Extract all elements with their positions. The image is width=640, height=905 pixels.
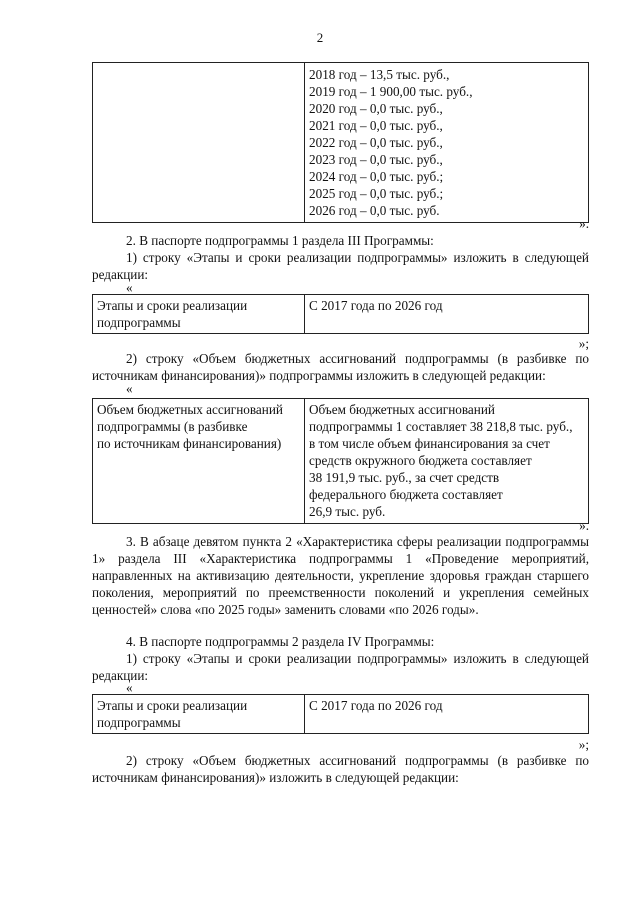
year-line: 2020 год – 0,0 тыс. руб.,: [309, 101, 443, 116]
stages-value-cell: С 2017 года по 2026 год: [305, 295, 589, 334]
budget-value-line: подпрограммы 1 составляет 38 218,8 тыс. руб.,: [309, 419, 573, 434]
close-quote-4: »;: [578, 737, 589, 752]
stages-label-cell: Этапы и сроки реализации подпрограммы: [93, 295, 305, 334]
funding-years-table: [92, 62, 589, 223]
stages-label-cell-2: Этапы и сроки реализации подпрограммы: [93, 695, 305, 734]
item4-heading: 4. В паспорте подпрограммы 2 раздела IV Программы:: [126, 634, 435, 649]
item3-paragraph: 3. В абзаце девятом пункта 2 «Характеристика сферы реализации подпрограммы 1» раздела III «Характеристика подпрограммы 1 «Проведение мероприятий, направленных на активизацию деятельности, укрепление здоровья граждан старшего поколения, мероприятий по преемственности поколений и укрепления семейных ценностей» слова «по 2025 годы» заменить словами «по 2026 годы».: [92, 534, 589, 617]
budget-value-line: 26,9 тыс. руб.: [309, 504, 386, 519]
budget-value-line: средств окружного бюджета составляет: [309, 453, 532, 468]
year-line: 2021 год – 0,0 тыс. руб.,: [309, 118, 443, 133]
year-line: 2022 год – 0,0 тыс. руб.,: [309, 135, 443, 150]
stages-value-cell-2: С 2017 года по 2026 год: [305, 695, 589, 734]
year-line: 2025 год – 0,0 тыс. руб.;: [309, 186, 444, 201]
item2-sub2: 2) строку «Объем бюджетных ассигнований подпрограммы (в разбивке по источникам финансирования)» подпрограммы изложить в следующей редакции:: [92, 351, 589, 383]
item2-sub1: 1) строку «Этапы и сроки реализации подпрограммы» изложить в следующей редакции:: [92, 250, 589, 282]
budget-value-cell: [305, 399, 589, 524]
page-number: 2: [316, 30, 324, 45]
close-quote-2: »;: [578, 336, 589, 351]
close-quote-1: ».: [579, 216, 589, 231]
year-line: 2018 год – 13,5 тыс. руб.,: [309, 67, 450, 82]
open-quote-3: «: [126, 381, 133, 396]
stages-table-2: [92, 694, 589, 734]
budget-label-line: подпрограммы (в разбивке: [97, 419, 248, 434]
budget-value-line: Объем бюджетных ассигнований: [309, 402, 495, 417]
budget-table-1: [92, 398, 589, 524]
funding-years-left-cell: [93, 63, 305, 223]
budget-label-line: Объем бюджетных ассигнований: [97, 402, 283, 417]
budget-label-line: по источникам финансирования): [97, 436, 282, 451]
year-line: 2023 год – 0,0 тыс. руб.,: [309, 152, 443, 167]
stages-table-1: [92, 294, 589, 334]
budget-value-line: в том числе объем финансирования за счет: [309, 436, 550, 451]
budget-value-line: федерального бюджета составляет: [309, 487, 503, 502]
year-line: 2026 год – 0,0 тыс. руб.: [309, 203, 440, 218]
year-line: 2019 год – 1 900,00 тыс. руб.,: [309, 84, 473, 99]
item4-sub2: 2) строку «Объем бюджетных ассигнований подпрограммы (в разбивке по источникам финансирования)» изложить в следующей редакции:: [92, 753, 589, 785]
close-quote-3: ».: [579, 518, 589, 533]
funding-years-right-cell: [305, 63, 589, 223]
budget-label-cell: [93, 399, 305, 524]
item2-heading: 2. В паспорте подпрограммы 1 раздела III Программы:: [126, 233, 434, 248]
year-line: 2024 год – 0,0 тыс. руб.;: [309, 169, 444, 184]
item4-sub1: 1) строку «Этапы и сроки реализации подпрограммы» изложить в следующей редакции:: [92, 651, 589, 683]
open-quote-4: «: [126, 680, 133, 695]
open-quote-2: «: [126, 280, 133, 295]
budget-value-line: 38 191,9 тыс. руб., за счет средств: [309, 470, 500, 485]
